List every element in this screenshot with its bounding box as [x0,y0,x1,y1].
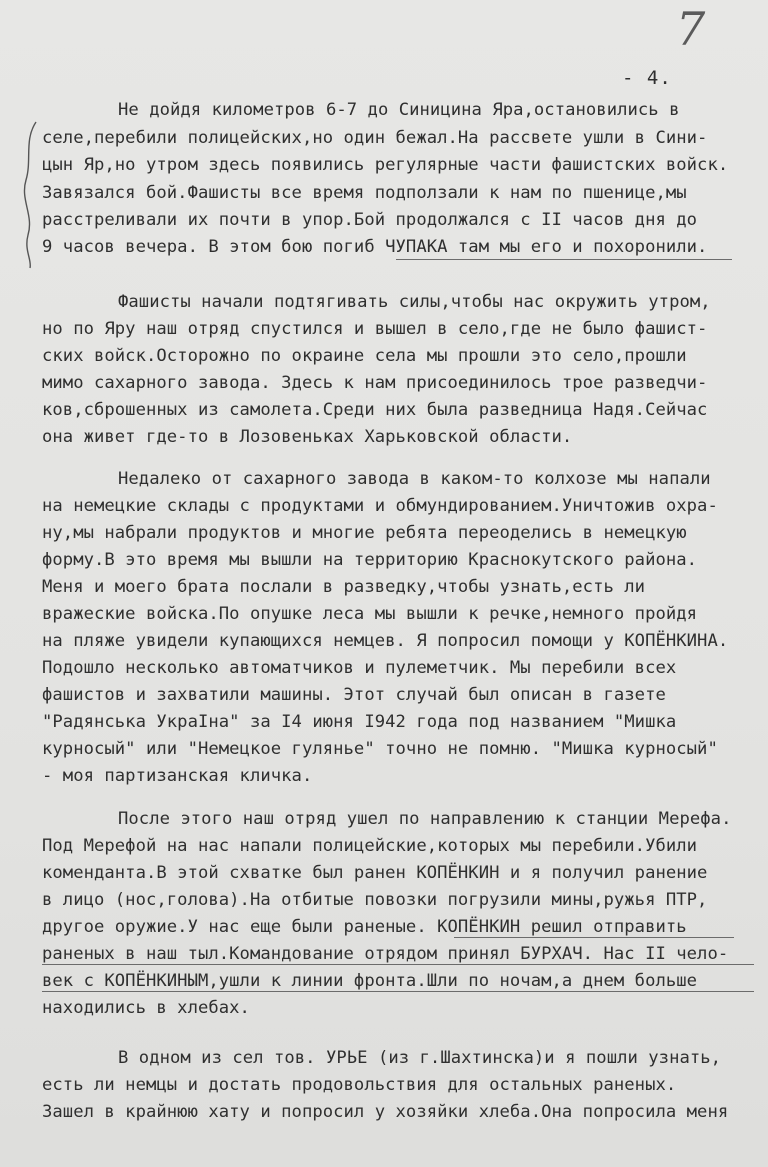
text-line: она живет где-то в Лозовеньках Харьковской области. [42,427,573,447]
text-line: раненых в наш тыл.Командование отрядом принял БУРХАЧ. Нас II чело- [42,944,729,964]
text-line: ков,сброшенных из самолета.Среди них была разведница Надя.Сейчас [42,400,708,420]
text-line: После этого наш отряд ушел по направлению к станции Мерефа. [118,809,732,829]
text-line: Не дойдя километров 6-7 до Синицина Яра,остановились в [118,100,680,120]
text-line: 9 часов вечера. В этом бою погиб ЧУПАКА там мы его и похоронили. [42,237,708,257]
text-line: на немецкие склады с продуктами и обмундированием.Уничтожив охра- [42,496,718,516]
text-line: находились в хлебах. [42,998,250,1018]
margin-bracket-mark [18,120,42,270]
text-line: мимо сахарного завода. Здесь к нам присоединилось трое разведчи- [42,373,708,393]
handwritten-underline [42,991,754,992]
text-line: курносый" или "Немецкое гулянье" точно не помню. "Мишка курносый" [42,739,718,759]
text-line: фашистов и захватили машины. Этот случай был описан в газете [42,685,666,705]
text-line: в лицо (нос,голова).На отбитые повозки погрузили мины,ружья ПТР, [42,890,708,910]
text-line: коменданта.В этой схватке был ранен КОПЁНКИН и я получил ранение [42,863,708,883]
text-line: на пляже увидели купающихся немцев. Я попросил помощи у КОПЁНКИНА. [42,631,729,651]
handwritten-underline [396,259,732,260]
text-line: расстреливали их почти в упор.Бой продолжался с II часов дня до [42,210,698,230]
handwritten-underline [454,937,734,938]
text-line: форму.В это время мы вышли на территорию Краснокутского района. [42,550,698,570]
text-line: ну,мы набрали продуктов и многие ребята переоделись в немецкую [42,523,687,543]
text-line: - моя партизанская кличка. [42,766,313,786]
text-line: но по Яру наш отряд спустился и вышел в село,где не было фашист- [42,319,708,339]
handwritten-page-mark: 7 [676,2,706,56]
text-line: век с КОПЁНКИНЫМ,ушли к линии фронта.Шли по ночам,а днем больше [42,971,698,991]
text-line: "Радянська УкраIна" за I4 июня I942 года под названием "Мишка [42,712,677,732]
text-line: Подошло несколько автоматчиков и пулеметчик. Мы перебили всех [42,658,677,678]
text-line: В одном из сел тов. УРЬЕ (из г.Шахтинска)и я пошли узнать, [118,1048,722,1068]
text-line: Фашисты начали подтягивать силы,чтобы нас окружить утром, [118,292,711,312]
text-line: ских войск.Осторожно по окраине села мы прошли это село,прошли [42,346,687,366]
text-line: вражеские войска.По опушке леса мы вышли к речке,немного пройдя [42,604,698,624]
text-line: Зашел в крайнюю хату и попросил у хозяйки хлеба.Она попросила меня [42,1102,729,1122]
text-line: Меня и моего брата послали в разведку,чтобы узнать,есть ли [42,577,646,597]
text-line: Завязался бой.Фашисты все время подползали к нам по пшенице,мы [42,183,687,203]
text-line: Под Мерефой на нас напали полицейские,которых мы перебили.Убили [42,836,698,856]
handwritten-underline [42,964,754,965]
text-line: селе,перебили полицейских,но один бежал.На рассвете ушли в Сини- [42,128,708,148]
text-line: Недалеко от сахарного завода в каком-то колхозе мы напали [118,469,711,489]
text-line: есть ли немцы и достать продовольствия для остальных раненых. [42,1075,677,1095]
text-line: другое оружие.У нас еще были раненые. КОПЁНКИН решил отправить [42,917,687,937]
text-line: цын Яр,но утром здесь появились регулярные части фашистских войск. [42,155,729,175]
page-number: - 4. [622,67,672,89]
